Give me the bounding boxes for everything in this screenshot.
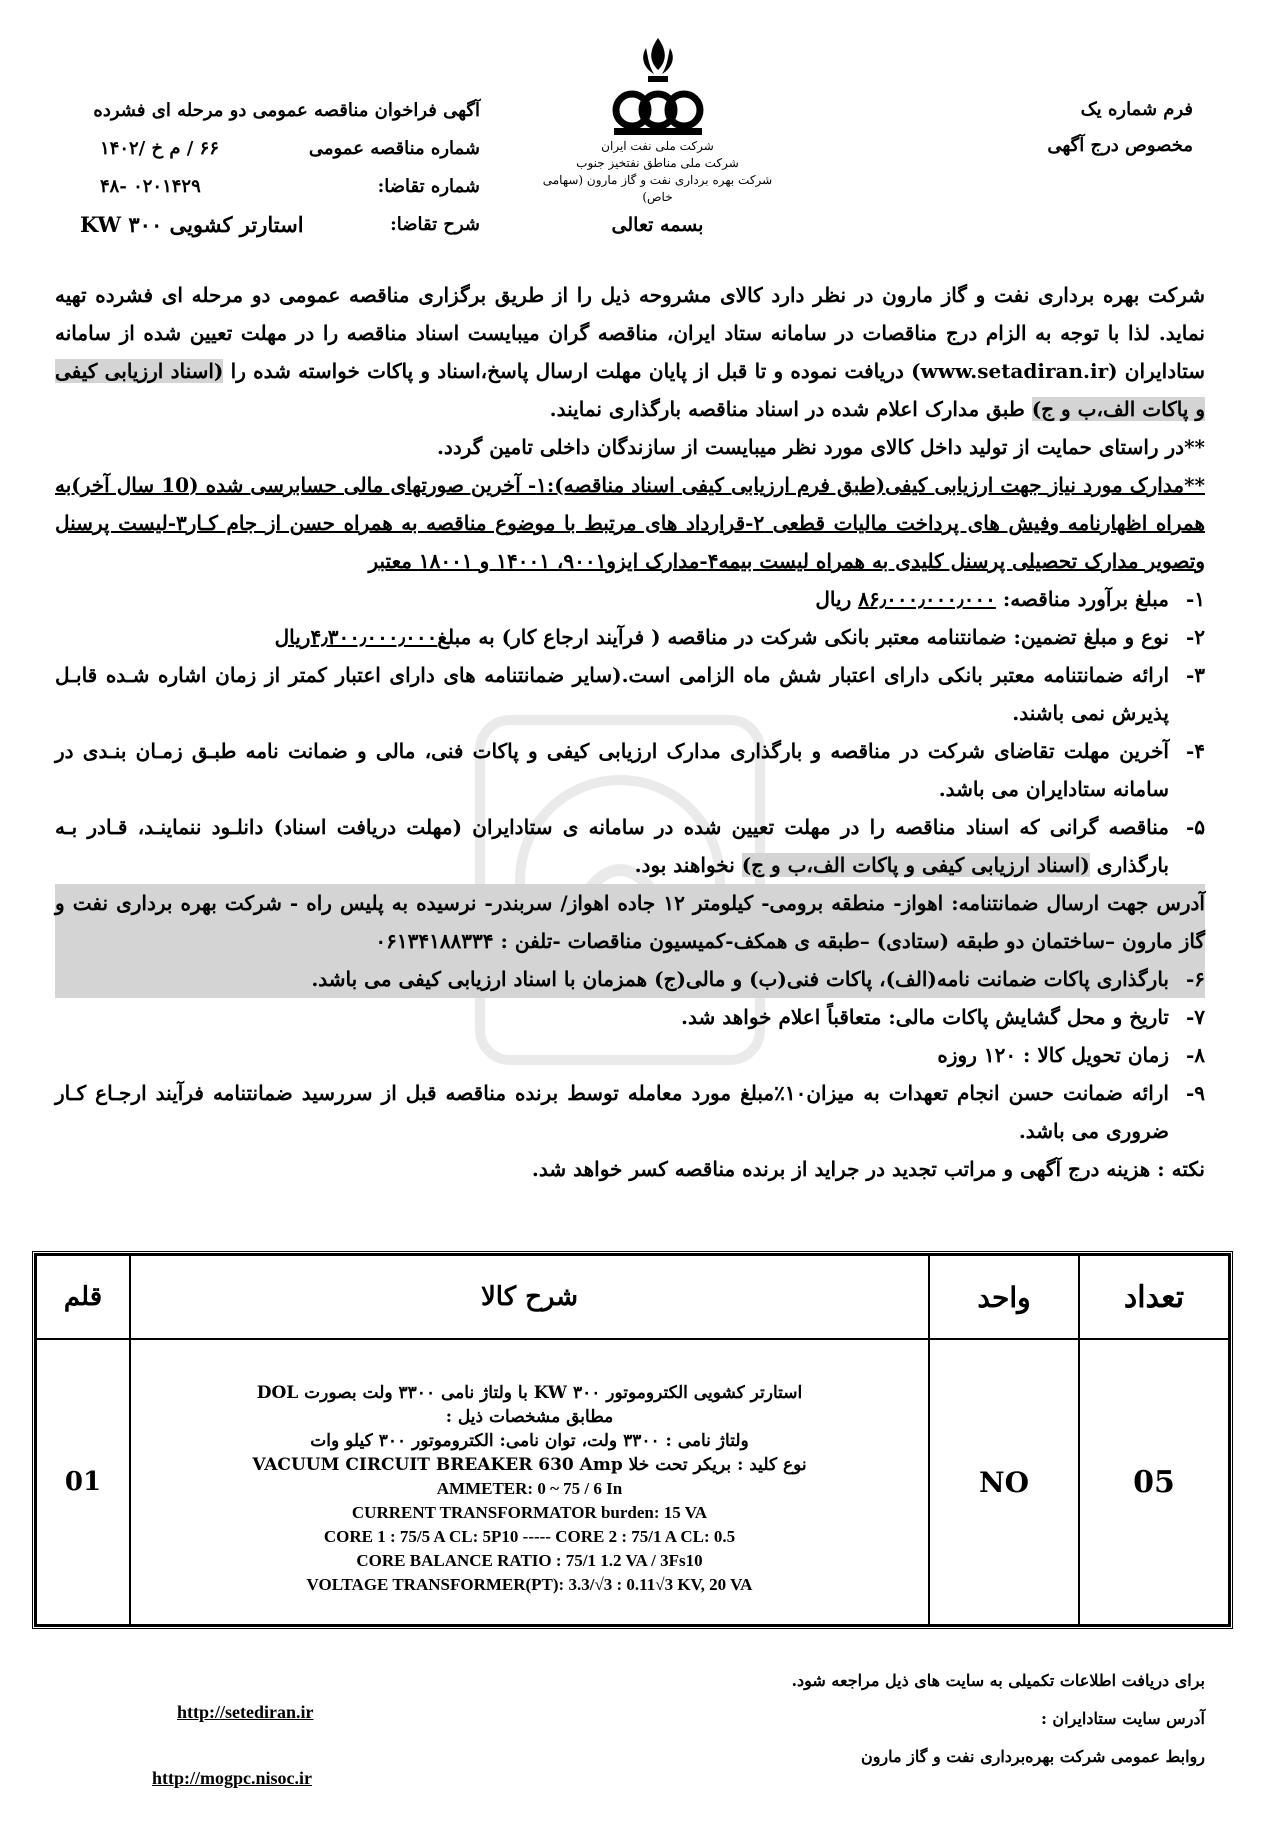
item-number: ۷- [1185,1005,1205,1029]
intro-text-a: شرکت بهره برداری نفت و گاز مارون در نظر دارد کالای مشروحه ذیل را از طریق برگزاری مناقصه عمومی دو مرحله ای فشرده تهیه نماید. لذا با توجه به الزام درج مناقصات در سامانه ستاد ایران، مناقصه گران میبایست اسناد مناقصه را در مهلت تعیین شده از سامانه ستادایران (www.setadiran.ir) دریافت نموده و تا قبل از پایان مهلت ارسال پاسخ،اسناد و پاکات خواسته شده را [55,283,1206,383]
table-row [36,1339,1229,1625]
request-number-label: شماره تقاضا: [377,176,480,197]
desc-line: استارتر کشویی الکتروموتور KW ۳۰۰ با ولتاژ نامی ۳۳۰۰ ولت بصورت DOL [256,1382,803,1403]
header-qty: تعداد [1079,1255,1229,1339]
tender-number-label: شماره مناقصه عمومی [308,138,480,159]
form-number: فرم شماره یک [1080,99,1193,120]
desc-line: VOLTAGE TRANSFORMER(PT): 3.3/√3 : 0.11√3 KV, 20 VA [306,1574,753,1594]
cell-qty: 05 [1079,1339,1229,1625]
item-number: ۵- [1185,815,1205,839]
item-text: آخرین مهلت تقاضای شرکت در مناقصه و بارگذاری مدارک ارزیابی کیفی و پاکات فنی، مالی و ضمانت نامه طبـق زمـان بنـدی در سامانه ستادایران می باشد. [55,739,1169,801]
desc-line: AMMETER: 0 ~ 75 / 6 In [436,1478,623,1498]
item-text: تاریخ و محل گشایش پاکات مالی: متعاقباً اعلام خواهد شد. [681,1005,1169,1029]
intro-text-b: طبق مدارک اعلام شده در اسناد مناقصه بارگذاری نمایند. [549,397,1032,421]
tender-number-row [40,130,480,168]
list-item [55,618,1205,656]
item-number: ۸- [1185,1043,1205,1067]
item-text: ارائه ضمانت حسن انجام تعهدات به میزان۱۰٪مبلغ مورد معامله توسط برنده مناقصه قبل از سررسید ضمانتنامه فرآیند ارجـاع کـار ضروری می باشد. [55,1081,1169,1143]
item-number: ۲- [1185,625,1205,649]
item-value: ۸۶٫۰۰۰٫۰۰۰٫۰۰۰ [858,587,996,611]
item-text: مبلغ برآورد مناقصه: [995,587,1169,611]
logo-line-3: شرکت بهره برداری نفت و گاز مارون (سهامی خاص) [542,173,773,204]
tender-info-box [40,92,480,244]
notice-title: آگهی فراخوان مناقصه عمومی دو مرحله ای فشرده [93,100,480,121]
logo-line-2: شرکت ملی مناطق نفتخیز جنوب [576,156,739,170]
notice-body [55,276,1205,1188]
tender-number-value: ۶۶ / م خ /۱۴۰۲ [100,138,219,159]
header-unit: واحد [929,1255,1079,1339]
request-number-row [40,168,480,206]
desc-line: CORE BALANCE RATIO : 75/1 1.2 VA / 3Fs10 [356,1550,703,1570]
intro-paragraph [55,276,1205,428]
setadiran-link[interactable]: http://setediran.ir [177,1702,314,1722]
cell-unit: NO [929,1339,1079,1625]
cost-note: نکته : هزینه درج آگهی و مراتب تجدید در جراید از برنده مناقصه کسر خواهد شد. [531,1157,1205,1181]
desc-line: نوع کلید : بریکر تحت خلا VACUUM CIRCUIT BREAKER 630 Amp [252,1454,807,1475]
mogpc-link[interactable]: http://mogpc.nisoc.ir [152,1768,312,1788]
request-number-value: ۰۲۰۱۴۲۹ -۴۸ [100,176,201,197]
header-row-number: قلم [36,1255,130,1339]
desc-line: CORE 1 : 75/5 A CL: 5P10 ----- CORE 2 : 75/1 A CL: 0.5 [323,1526,736,1546]
item-text-suffix: ریال [815,587,859,611]
goods-table [32,1251,1233,1629]
bismillah-heading: بسمه تعالی [611,214,704,236]
cell-description [130,1339,929,1625]
footer-line-2: آدرس سایت ستادایران : [1040,1709,1205,1728]
footer-line-1: برای دریافت اطلاعات تکمیلی به سایت های ذیل مراجعه شود. [791,1671,1205,1690]
desc-line: ولتاژ نامی : ۳۳۰۰ ولت، توان نامی: الکتروموتور ۳۰۰ کیلو وات [310,1430,749,1451]
domestic-supply-note: **در راستای حمایت از تولید داخل کالای مورد نظر میبایست از سازندگان داخلی تامین گردد. [436,435,1205,459]
item-text: ارائه ضمانتنامه معتبر بانکی دارای اعتبار شش ماه الزامی است.(سایر ضمانتنامه های دارای اعتبار کمتر از زمان اشاره شـده قابـل پذیرش نمی باشند. [55,663,1169,725]
list-item [55,1036,1205,1074]
item-number: ۱- [1185,587,1205,611]
request-desc-label: شرح تقاضا: [390,214,480,235]
item-text: مناقصه گرانی که اسناد مناقصه را در مهلت تعیین شده در سامانه ی ستادایران (مهلت دریافت اسناد) دانلـود ننماینـد، قـادر بـه بارگذاری [55,815,1169,877]
list-item [55,656,1205,732]
item-number: ۶- [1185,967,1205,991]
form-purpose: مخصوص درج آگهی [1047,135,1193,156]
item-number: ۹- [1185,1081,1205,1105]
request-desc-value: استارتر کشویی ۳۰۰ KW [80,212,304,237]
qualification-docs-note: **مدارک مورد نیاز جهت ارزیابی کیفی(طبق فرم ارزیابی کیفی اسناد مناقصه):۱- آخرین صورتهای مالی حسابرسی شده (10 سال آخر)به همراه اظهارنامه وفیش های پرداخت مالیات قطعی ۲-قرارداد های مرتبط با موضوع مناقصه به همراه حسن از جام کـار۳-لیست پرسنل وتصویر مدارک تحصیلی پرسنل کلیدی به همراه لیست بیمه۴-مدارک ایزو۹۰۰۱، ۱۴۰۰۱ و ۱۸۰۰۱ معتبر [55,473,1206,573]
item-text: زمان تحویل کالا : ۱۲۰ روزه [937,1043,1169,1067]
list-item [55,960,1205,998]
list-item [55,998,1205,1036]
header-description: شرح کالا [130,1255,929,1339]
guarantee-address: آدرس جهت ارسال ضمانتنامه: اهواز- منطقه برومی- کیلومتر ۱۲ جاده اهواز/ سربندر- نرسیده به پلیس راه - شرکت بهره برداری نفت و گاز مارون –ساختمان دو طبقه (ستادی) –طبقه ی همکف-کمیسیون مناقصات -تلفن : ۰۶۱۳۴۱۸۸۳۳۴ [55,884,1205,960]
company-logo-block [535,36,780,236]
list-item [55,580,1205,618]
nioc-flame-logo-icon [608,36,708,138]
item-text: نوع و مبلغ تضمین: ضمانتنامه معتبر بانکی شرکت در مناقصه ( فرآیند ارجاع کار) به مبلغ [437,625,1169,649]
item-text: بارگذاری پاکات ضمانت نامه(الف)، پاکات فنی(ب) و مالی(ج) همزمان با اسناد ارزیابی کیفی می باشد. [311,967,1169,991]
request-desc-row [40,206,480,244]
table-header-row [36,1255,1229,1339]
list-item [55,1074,1205,1150]
item-number: ۳- [1185,663,1205,687]
item-text-suffix: نخواهند بود. [634,853,742,877]
desc-line: مطابق مشخصات ذیل : [445,1406,614,1427]
list-item [55,732,1205,808]
item-value: ۴٫۳۰۰٫۰۰۰٫۰۰۰ریال [274,625,438,649]
desc-line: CURRENT TRANSFORMATOR burden: 15 VA [351,1502,708,1522]
footer-line-3: روابط عمومی شرکت بهره‌برداری نفت و گاز مارون [860,1747,1205,1766]
item-number: ۴- [1185,739,1205,763]
form-header-box [1003,92,1193,164]
cell-row-number: 01 [36,1339,130,1625]
list-item [55,808,1205,884]
logo-line-1: شرکت ملی نفت ایران [601,139,714,153]
intro-highlight: (اسناد ارزیابی کیفی و پاکات الف،ب و ج) [55,359,1205,421]
item-highlight: (اسناد ارزیابی کیفی و پاکات الف،ب و ج) [741,853,1090,877]
